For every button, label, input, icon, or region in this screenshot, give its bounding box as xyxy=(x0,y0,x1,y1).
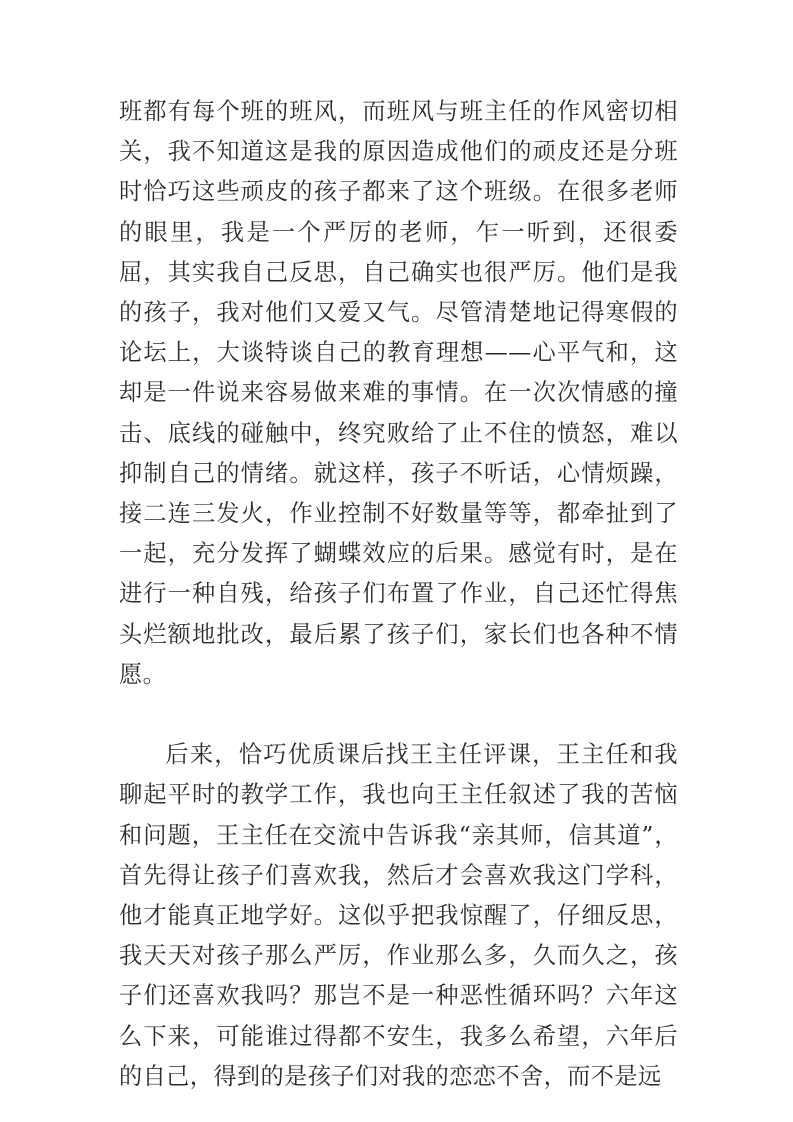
paragraph-1: 班都有每个班的班风，而班风与班主任的作风密切相关，我不知道这是我的原因造成他们的顽皮还是分班时恰巧这些顽皮的孩子都来了这个班级。在很多老师的眼里，我是一个严厉的老师，乍一听到，还很委屈，其实我自己反思，自己确实也很严厉。他们是我的孩子，我对他们又爱又气。尽管清楚地记得寒假的论坛上，大谈特谈自己的教育理想——心平气和，这却是一件说来容易做来难的事情。在一次次情感的撞击、底线的碰触中，终究败给了止不住的愤怒，难以抑制自己的情绪。就这样，孩子不听话，心情烦躁，接二连三发火，作业控制不好数量等等，都牵扯到了一起，充分发挥了蝴蝶效应的后果。感觉有时，是在进行一种自残，给孩子们布置了作业，自己还忙得焦头烂额地批改，最后累了孩子们，家长们也各种不情愿。 xyxy=(119,98,678,688)
document-text-block xyxy=(119,92,678,1097)
paragraph-2: 后来，恰巧优质课后找王主任评课，王主任和我聊起平时的教学工作，我也向王主任叙述了我的苦恼和问题，王主任在交流中告诉我“亲其师，信其道”，首先得让孩子们喜欢我，然后才会喜欢我这门学科，他才能真正地学好。这似乎把我惊醒了，仔细反思，我天天对孩子那么严厉，作业那么多，久而久之，孩子们还喜欢我吗？那岂不是一种恶性循环吗？六年这么下来，可能谁过得都不安生，我多么希望，六年后的自己，得到的是孩子们对我的恋恋不舍，而不是远 xyxy=(119,741,678,1090)
